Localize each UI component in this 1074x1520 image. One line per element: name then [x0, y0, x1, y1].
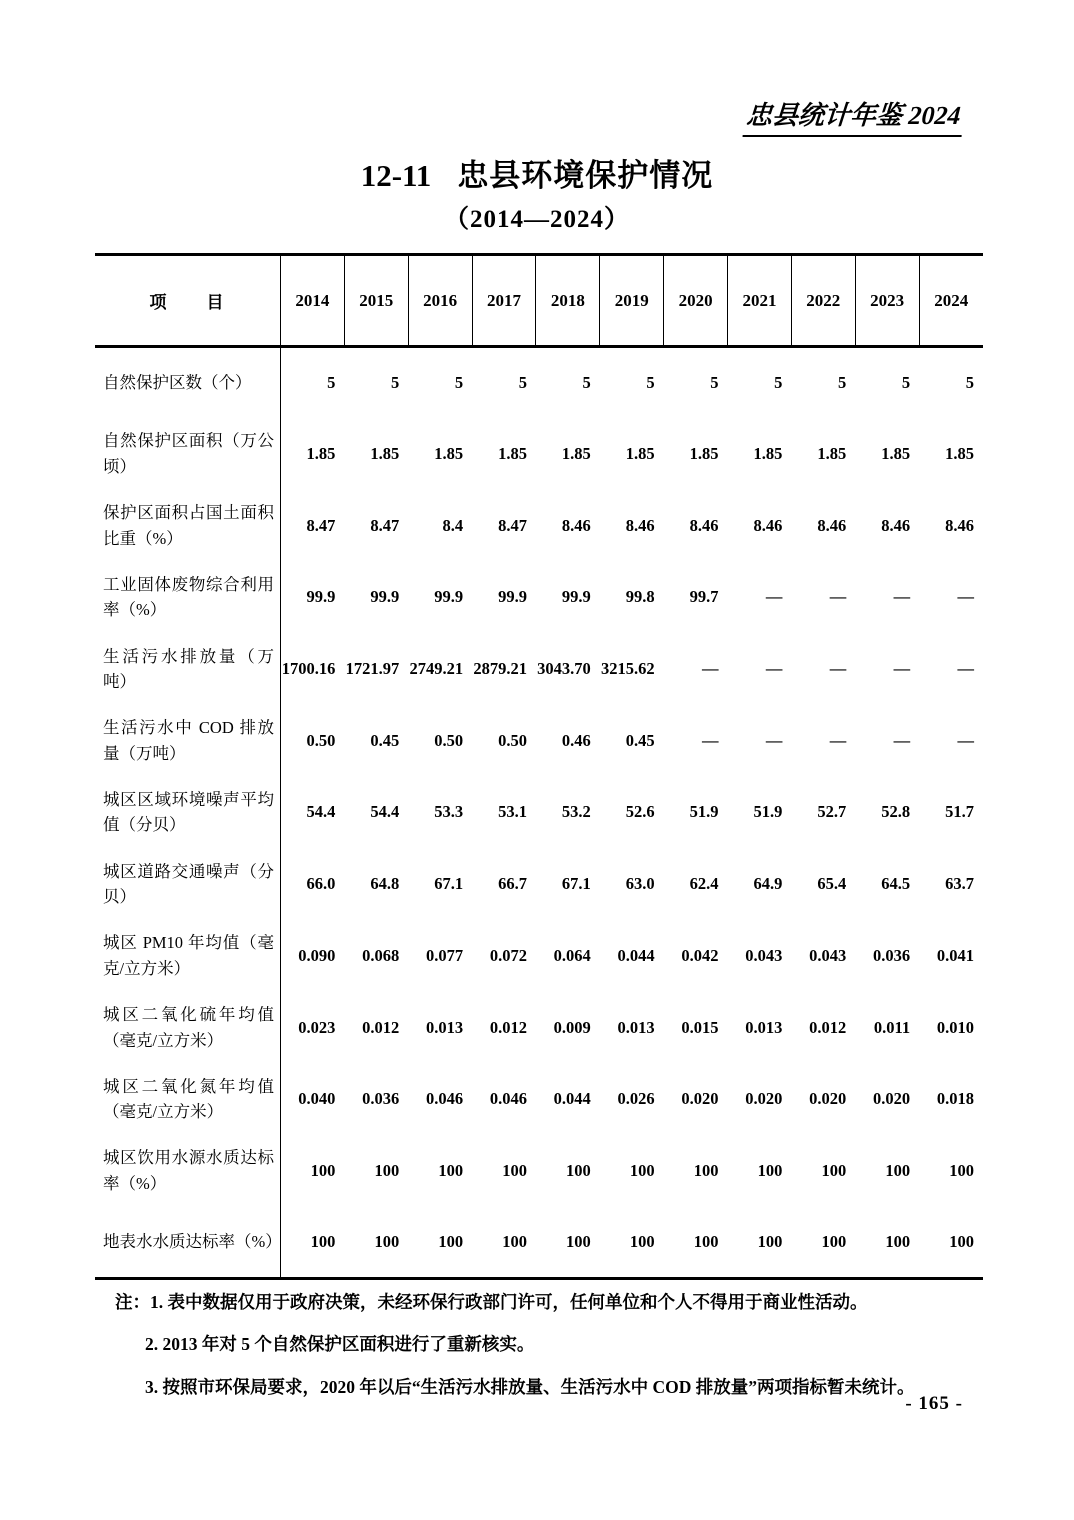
- data-cell: 8.46: [753, 515, 783, 535]
- data-cell: 100: [502, 1231, 527, 1251]
- data-cell: 3043.70: [537, 659, 591, 679]
- data-cell: —: [765, 730, 783, 750]
- data-cell: 63.7: [945, 874, 974, 894]
- data-cell: 5: [646, 373, 655, 393]
- data-cell: 5: [710, 373, 719, 393]
- data-cell: 100: [885, 1160, 911, 1180]
- data-cell: 0.020: [872, 1089, 911, 1109]
- year-column-header: 2016: [408, 255, 472, 347]
- data-cell: —: [957, 730, 974, 750]
- data-cell: 5: [837, 373, 847, 393]
- row-label: 城区 PM10 年均值（毫克/立方米）: [95, 920, 281, 992]
- table-notes: [115, 1290, 985, 1417]
- data-cell: 1.85: [881, 444, 911, 464]
- data-cell: 3215.62: [601, 659, 655, 679]
- table-row: [95, 347, 983, 419]
- data-cell: 100: [374, 1231, 400, 1251]
- data-cell: 0.011: [873, 1017, 911, 1037]
- data-cell: 2879.21: [473, 659, 527, 679]
- row-label: 保护区面积占国土面积比重（%）: [95, 490, 281, 562]
- data-cell: 1.85: [689, 444, 719, 464]
- data-cell: —: [829, 659, 847, 679]
- data-cell: 64.9: [753, 874, 783, 894]
- data-cell: 52.7: [817, 802, 847, 822]
- data-cell: 0.50: [434, 730, 464, 750]
- data-cell: 1.85: [625, 444, 655, 464]
- data-cell: 0.068: [362, 945, 400, 965]
- table-row: [95, 848, 983, 920]
- row-label: 城区饮用水源水质达标率（%）: [95, 1135, 281, 1207]
- data-cell: 0.013: [425, 1017, 464, 1037]
- page-subtitle: （2014—2024）: [443, 206, 630, 233]
- data-cell: 63.0: [625, 874, 655, 894]
- table-row: [95, 633, 983, 705]
- data-cell: 8.46: [625, 515, 655, 535]
- data-cell: 0.020: [809, 1089, 847, 1109]
- data-cell: 0.064: [553, 945, 591, 965]
- data-cell: 54.4: [370, 802, 400, 822]
- data-cell: 100: [566, 1160, 591, 1180]
- data-cell: 0.036: [872, 945, 911, 965]
- data-cell: 0.046: [489, 1089, 527, 1109]
- data-cell: 53.1: [498, 802, 527, 822]
- data-cell: 100: [949, 1160, 974, 1180]
- data-cell: 100: [566, 1231, 591, 1251]
- data-cell: 100: [693, 1231, 719, 1251]
- year-column-header: 2024: [919, 255, 983, 347]
- year-column-header: 2015: [344, 255, 408, 347]
- row-label: 生活污水中 COD 排放量（万吨）: [95, 705, 281, 777]
- data-cell: 0.010: [936, 1017, 974, 1037]
- table-head: [95, 255, 983, 347]
- data-cell: 0.45: [625, 730, 655, 750]
- data-cell: 1.85: [753, 444, 783, 464]
- data-cell: —: [765, 659, 783, 679]
- data-cell: 99.7: [689, 587, 719, 607]
- data-cell: —: [829, 730, 847, 750]
- data-cell: —: [893, 659, 911, 679]
- data-cell: 99.9: [561, 587, 591, 607]
- data-cell: 0.013: [745, 1017, 783, 1037]
- data-cell: 51.9: [753, 802, 783, 822]
- data-cell: 1.85: [498, 444, 527, 464]
- row-label: 城区二氧化氮年均值（毫克/立方米）: [95, 1063, 281, 1135]
- data-cell: 8.46: [881, 515, 911, 535]
- data-cell: 0.036: [362, 1089, 400, 1109]
- data-cell: 0.041: [936, 945, 974, 965]
- year-column-header: 2020: [664, 255, 728, 347]
- data-cell: 100: [502, 1160, 527, 1180]
- data-cell: 66.7: [498, 874, 527, 894]
- note-line-3: 3. 按照市环保局要求，2020 年以后“生活污水排放量、生活污水中 COD 排放量”两项指标暂未统计。: [145, 1376, 915, 1397]
- data-cell: 5: [518, 373, 527, 393]
- data-cell: 99.9: [434, 587, 464, 607]
- table-row: [95, 562, 983, 634]
- data-cell: 0.013: [617, 1017, 655, 1037]
- data-cell: 65.4: [817, 874, 847, 894]
- running-header-text: 忠县统计年鉴 2024: [745, 101, 963, 130]
- table-title-text: 忠县环境保护情况: [457, 158, 714, 193]
- data-cell: 0.044: [553, 1089, 591, 1109]
- data-cell: 99.9: [498, 587, 527, 607]
- data-cell: 0.040: [298, 1089, 336, 1109]
- data-cell: 8.4: [442, 515, 464, 535]
- data-cell: 100: [310, 1160, 336, 1180]
- table-row: [95, 1207, 983, 1279]
- page-title: [0, 150, 1074, 195]
- data-cell: 53.2: [561, 802, 591, 822]
- data-cell: —: [702, 659, 719, 679]
- data-cell: 100: [949, 1231, 974, 1251]
- data-cell: 5: [454, 373, 464, 393]
- data-cell: 2749.21: [409, 659, 464, 679]
- data-cell: 8.47: [498, 515, 527, 535]
- data-cell: 0.020: [681, 1089, 719, 1109]
- data-cell: 5: [774, 373, 783, 393]
- data-cell: 100: [757, 1231, 783, 1251]
- data-cell: 8.46: [817, 515, 847, 535]
- table-row: [95, 1063, 983, 1135]
- data-cell: 0.012: [489, 1017, 527, 1037]
- table-row: [95, 777, 983, 849]
- data-cell: 64.5: [881, 874, 911, 894]
- data-cell: 0.044: [617, 945, 655, 965]
- data-cell: 0.090: [298, 945, 336, 965]
- page-number: - 165 -: [905, 1393, 963, 1414]
- row-label: 地表水水质达标率（%）: [95, 1207, 281, 1279]
- year-column-header: 2017: [472, 255, 536, 347]
- row-label: 自然保护区数（个）: [95, 347, 281, 419]
- data-cell: 1.85: [945, 444, 974, 464]
- note-line-1: 注：1. 表中数据仅用于政府决策，未经环保行政部门许可，任何单位和个人不得用于商业性活动。: [115, 1292, 868, 1312]
- table-row: [95, 992, 983, 1064]
- data-cell: 1.85: [370, 444, 400, 464]
- data-cell: 0.009: [553, 1017, 591, 1037]
- table-row: [95, 705, 983, 777]
- data-cell: 0.015: [681, 1017, 719, 1037]
- year-column-header: 2014: [281, 255, 345, 347]
- year-column-header: 2021: [728, 255, 792, 347]
- data-cell: 0.50: [306, 730, 336, 750]
- data-cell: 99.9: [370, 587, 400, 607]
- data-cell: 51.9: [689, 802, 719, 822]
- data-cell: 100: [885, 1231, 911, 1251]
- data-cell: 8.46: [561, 515, 591, 535]
- data-cell: 54.4: [306, 802, 336, 822]
- data-cell: 0.077: [425, 945, 464, 965]
- row-label: 城区道路交通噪声（分贝）: [95, 848, 281, 920]
- data-cell: 0.012: [362, 1017, 400, 1037]
- data-cell: 100: [821, 1231, 847, 1251]
- data-cell: 0.45: [370, 730, 400, 750]
- data-cell: 0.026: [617, 1089, 655, 1109]
- data-cell: 8.46: [689, 515, 719, 535]
- data-cell: 8.47: [370, 515, 400, 535]
- row-label: 城区区域环境噪声平均值（分贝）: [95, 777, 281, 849]
- data-cell: 67.1: [434, 874, 464, 894]
- data-cell: 99.8: [625, 587, 655, 607]
- data-cell: 66.0: [306, 874, 336, 894]
- data-cell: 53.3: [434, 802, 464, 822]
- data-cell: 100: [693, 1160, 719, 1180]
- row-label: 生活污水排放量（万吨）: [95, 633, 281, 705]
- row-label: 工业固体废物综合利用率（%）: [95, 562, 281, 634]
- data-cell: 100: [629, 1160, 655, 1180]
- data-cell: 0.072: [489, 945, 527, 965]
- table-row: [95, 920, 983, 992]
- data-cell: —: [893, 730, 911, 750]
- item-column-header: 项 目: [95, 255, 281, 347]
- data-cell: 5: [901, 373, 911, 393]
- year-column-header: 2018: [536, 255, 600, 347]
- data-cell: 1700.16: [281, 659, 336, 679]
- data-cell: 8.47: [306, 515, 336, 535]
- data-cell: 1721.97: [345, 659, 400, 679]
- data-cell: 0.042: [681, 945, 719, 965]
- data-cell: 0.46: [561, 730, 591, 750]
- row-label: 自然保护区面积（万公顷）: [95, 418, 281, 490]
- table-body: [95, 347, 983, 1279]
- yearbook-running-header: [743, 95, 964, 137]
- table-header-row: [95, 255, 983, 347]
- year-column-header: 2022: [791, 255, 855, 347]
- data-cell: 1.85: [306, 444, 336, 464]
- data-cell: 100: [757, 1160, 783, 1180]
- data-cell: 0.012: [809, 1017, 847, 1037]
- data-cell: —: [702, 730, 719, 750]
- data-cell: 62.4: [689, 874, 719, 894]
- data-cell: 8.46: [945, 515, 974, 535]
- data-cell: 5: [390, 373, 400, 393]
- data-cell: 5: [582, 373, 591, 393]
- data-cell: 51.7: [945, 802, 974, 822]
- data-cell: 100: [438, 1231, 464, 1251]
- data-cell: 99.9: [306, 587, 336, 607]
- data-cell: —: [957, 659, 974, 679]
- environment-protection-table: [95, 253, 983, 1280]
- data-cell: 0.018: [936, 1089, 974, 1109]
- data-cell: 0.023: [298, 1017, 336, 1037]
- data-cell: 0.020: [745, 1089, 783, 1109]
- table-row: [95, 1135, 983, 1207]
- data-cell: 100: [821, 1160, 847, 1180]
- data-cell: 1.85: [434, 444, 464, 464]
- data-cell: 67.1: [561, 874, 591, 894]
- year-column-header: 2023: [855, 255, 919, 347]
- data-cell: 100: [629, 1231, 655, 1251]
- data-cell: 1.85: [561, 444, 591, 464]
- data-cell: —: [765, 587, 783, 607]
- note-line-2: 2. 2013 年对 5 个自然保护区面积进行了重新核实。: [145, 1334, 535, 1355]
- data-cell: 5: [965, 373, 974, 393]
- row-label: 城区二氧化硫年均值（毫克/立方米）: [95, 992, 281, 1064]
- data-cell: 100: [374, 1160, 400, 1180]
- table-row: [95, 418, 983, 490]
- data-cell: 64.8: [370, 874, 400, 894]
- data-cell: 5: [327, 373, 336, 393]
- data-cell: 0.50: [498, 730, 527, 750]
- data-cell: 100: [438, 1160, 464, 1180]
- data-cell: —: [957, 587, 974, 607]
- table-number: 12-11: [360, 158, 432, 193]
- data-cell: 52.6: [625, 802, 655, 822]
- data-cell: 0.043: [745, 945, 783, 965]
- data-cell: —: [893, 587, 911, 607]
- year-column-header: 2019: [600, 255, 664, 347]
- data-cell: 52.8: [881, 802, 911, 822]
- data-cell: 0.043: [809, 945, 847, 965]
- data-cell: —: [829, 587, 847, 607]
- data-cell: 1.85: [817, 444, 847, 464]
- table-row: [95, 490, 983, 562]
- data-cell: 100: [310, 1231, 336, 1251]
- data-cell: 0.046: [425, 1089, 464, 1109]
